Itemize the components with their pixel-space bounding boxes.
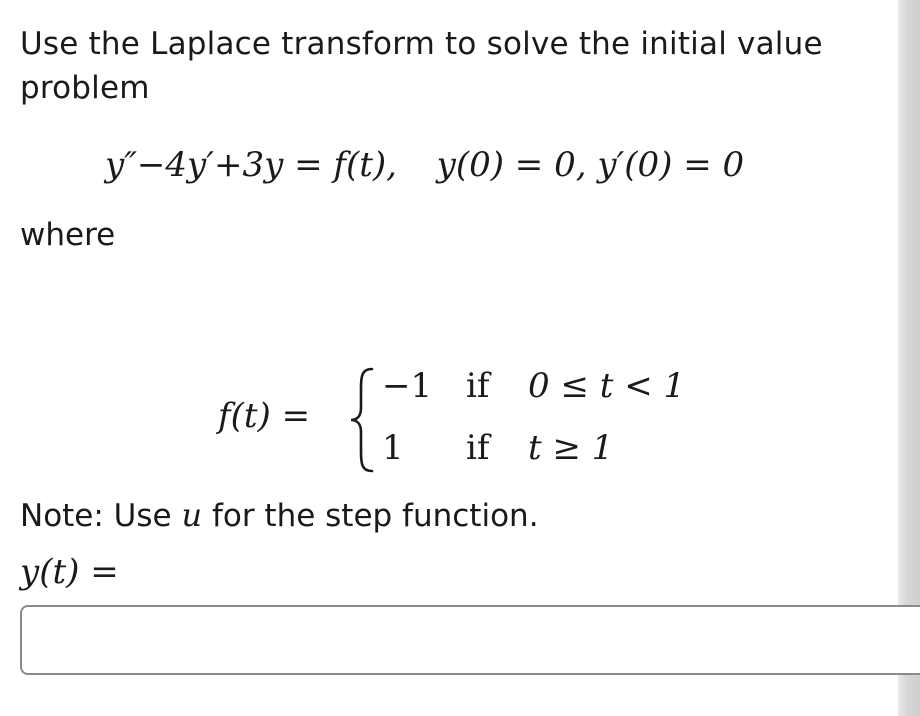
problem-statement: Use the Laplace transform to solve the initial value problem [20, 26, 823, 106]
left-brace-icon [348, 366, 378, 474]
case-value: 1 [382, 428, 404, 468]
initial-conditions: y(0) = 0, y′(0) = 0 [436, 145, 745, 185]
note-prefix: Note: Use [20, 498, 172, 534]
note-variable: u [181, 496, 203, 534]
answer-input[interactable] [20, 605, 920, 675]
case-row [382, 428, 613, 468]
case-value: −1 [382, 366, 433, 406]
step-function-note [20, 496, 539, 534]
case-condition: t ≥ 1 [528, 428, 614, 468]
case-if: if [466, 366, 490, 406]
ode-expression: y″−4y′+3y = f(t), [105, 145, 397, 185]
answer-label: y(t) = [20, 552, 119, 592]
note-suffix: for the step function. [211, 498, 539, 534]
where-label: where [20, 217, 116, 253]
piecewise-lhs: f(t) = [218, 396, 311, 436]
case-row [382, 366, 685, 406]
case-if: if [466, 428, 490, 468]
case-condition: 0 ≤ t < 1 [528, 366, 686, 406]
differential-equation [105, 145, 744, 185]
